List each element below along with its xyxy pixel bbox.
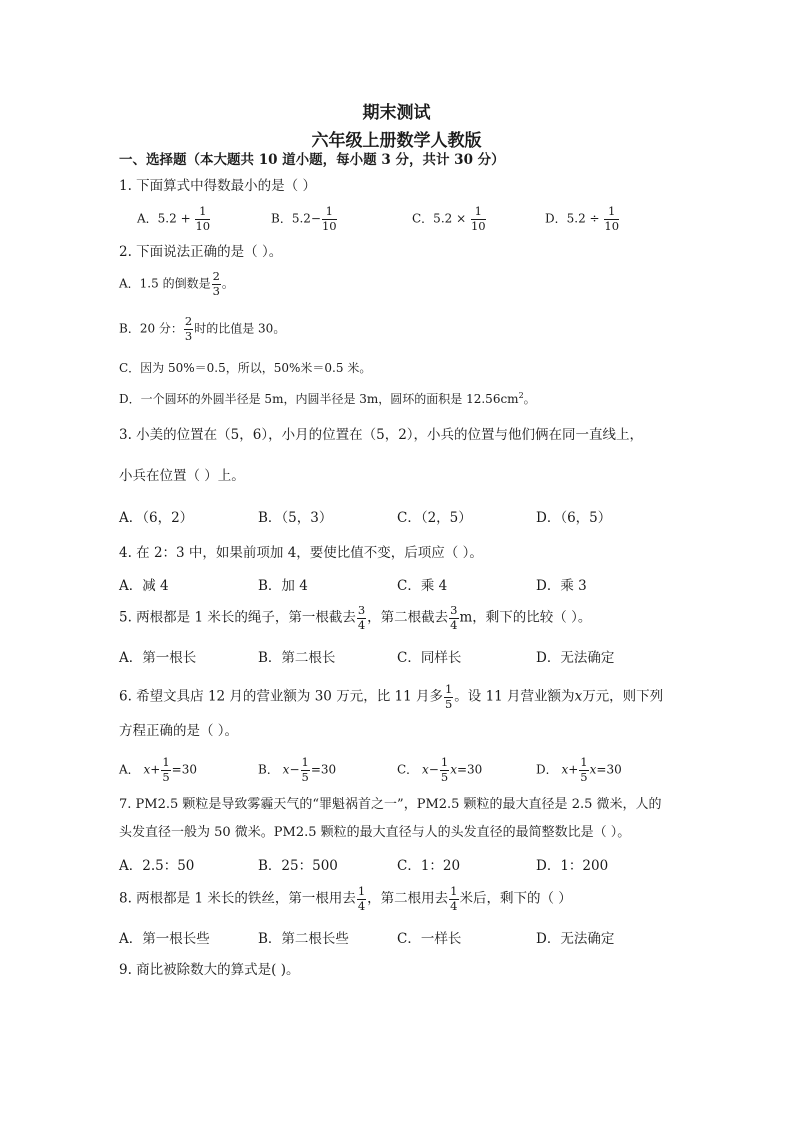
q5-option-d[interactable]: D．无法确定 (536, 650, 615, 666)
page-title: 期末测试 (362, 103, 431, 123)
q4-option-a[interactable]: A．减 4 (119, 578, 169, 594)
fraction: $\frac{1}{10}$ (470, 204, 486, 233)
q3-option-a[interactable]: A．（6，2） (119, 510, 194, 526)
q4-option-d[interactable]: D．乘 3 (536, 578, 587, 594)
q5-option-a[interactable]: A．第一根长 (119, 650, 197, 666)
fraction: $\frac{1}{4}$ (450, 884, 458, 913)
q9-stem: 9. 商比被除数大的算式是( )。 (119, 962, 300, 978)
q3-stem-line1: 3. 小美的位置在（5，6），小月的位置在（5，2），小兵的位置与他们俩在同一直线上， (119, 427, 644, 443)
q3-option-d[interactable]: D．（6，5） (536, 510, 612, 526)
q2-option-b[interactable]: B．20 分： $\frac{2}{3}$ 时的比值是 30。 (119, 314, 286, 343)
q1-option-b[interactable]: B．5.2− $\frac{1}{10}$ (271, 204, 337, 233)
fraction: $\frac{1}{5}$ (440, 755, 449, 784)
q3-stem-line2: 小兵在位置（ ）上。 (119, 468, 245, 484)
q7-option-b[interactable]: B．25：500 (258, 858, 338, 874)
q2-option-a[interactable]: A．1.5 的倒数是 $\frac{2}{3}$ 。 (119, 269, 234, 298)
q2-option-c[interactable]: C．因为 50%＝0.5，所以，50%米＝0.5 米。 (119, 361, 372, 375)
q5-stem: 5. 两根都是 1 米长的绳子，第一根截去 $\frac{3}{4}$ ，第二根截去 $\frac{3}{4}$ m，剩下的比较（ ）。 (119, 603, 592, 632)
q7-option-c[interactable]: C．1：20 (397, 858, 461, 874)
q4-stem: 4. 在 2：3 中，如果前项加 4，要使比值不变，后项应（ ）。 (119, 545, 483, 561)
q8-stem: 8. 两根都是 1 米长的铁丝，第一根用去 $\frac{1}{4}$ ，第二根用去 $\frac{1}{4}$ 米后，剩下的（ ） (119, 884, 572, 913)
fraction: $\frac{2}{3}$ (184, 314, 193, 343)
q3-option-c[interactable]: C．（2，5） (397, 510, 472, 526)
fraction: $\frac{1}{10}$ (195, 204, 211, 233)
page-subtitle: 六年级上册数学人教版 (311, 131, 482, 151)
section-heading: 一、选择题（本大题共 10 道小题，每小题 3 分，共计 30 分） (119, 152, 505, 168)
q7-stem-line1: 7. PM2.5 颗粒是导致雾霾天气的“罪魁祸首之一”，PM2.5 颗粒的最大直径是 2.5 微米，人的 (119, 797, 662, 812)
q1-option-c[interactable]: C．5.2 × $\frac{1}{10}$ (412, 204, 486, 233)
q1-option-a[interactable]: A．5.2 + $\frac{1}{10}$ (137, 204, 211, 233)
q6-option-c[interactable]: C． x− $\frac{1}{5}$ x=30 (397, 755, 483, 784)
q8-option-c[interactable]: C．一样长 (397, 931, 462, 947)
q1-stem: 1. 下面算式中得数最小的是（ ） (119, 178, 316, 194)
q8-option-b[interactable]: B．第二根长些 (258, 931, 349, 947)
q3-option-b[interactable]: B．（5，3） (258, 510, 333, 526)
q6-stem-line1: 6. 希望文具店 12 月的营业额为 30 万元，比 11 月多 $\frac{1}{5}$ 。设 11 月营业额为x万元，则下列 (119, 682, 664, 711)
fraction: $\frac{1}{10}$ (604, 204, 620, 233)
fraction: $\frac{1}{4}$ (357, 884, 366, 913)
fraction: $\frac{3}{4}$ (357, 603, 366, 632)
q2-stem: 2. 下面说法正确的是（ ）。 (119, 244, 283, 260)
q4-option-c[interactable]: C．乘 4 (397, 578, 448, 594)
q5-option-c[interactable]: C．同样长 (397, 650, 462, 666)
q5-option-b[interactable]: B．第二根长 (258, 650, 336, 666)
q4-option-b[interactable]: B．加 4 (258, 578, 308, 594)
q7-stem-line2: 头发直径一般为 50 微米。PM2.5 颗粒的最大直径与人的头发直径的最简整数比是（ ）。 (119, 825, 631, 840)
q8-option-a[interactable]: A．第一根长些 (119, 931, 210, 947)
q7-option-a[interactable]: A．2.5：50 (119, 858, 195, 874)
fraction: $\frac{1}{5}$ (162, 755, 170, 784)
fraction: $\frac{1}{5}$ (580, 755, 588, 784)
fraction: $\frac{3}{4}$ (450, 603, 458, 632)
q1-option-d[interactable]: D．5.2 ÷ $\frac{1}{10}$ (545, 204, 620, 233)
fraction: $\frac{2}{3}$ (212, 269, 220, 298)
fraction: $\frac{1}{10}$ (321, 204, 337, 233)
fraction: $\frac{1}{5}$ (301, 755, 309, 784)
q6-option-a[interactable]: A． x+ $\frac{1}{5}$ =30 (119, 755, 197, 784)
fraction: $\frac{1}{5}$ (444, 682, 453, 711)
q7-option-d[interactable]: D．1：200 (536, 858, 609, 874)
q6-option-b[interactable]: B． x− $\frac{1}{5}$ =30 (258, 755, 337, 784)
q6-option-d[interactable]: D． x+ $\frac{1}{5}$ x=30 (536, 755, 622, 784)
q8-option-d[interactable]: D．无法确定 (536, 931, 615, 947)
q6-stem-line2: 方程正确的是（ ）。 (119, 723, 239, 739)
q2-option-d[interactable]: D．一个圆环的外圆半径是 5m，内圆半径是 3m，圆环的面积是 $12.56cm^2$。 (119, 391, 536, 406)
